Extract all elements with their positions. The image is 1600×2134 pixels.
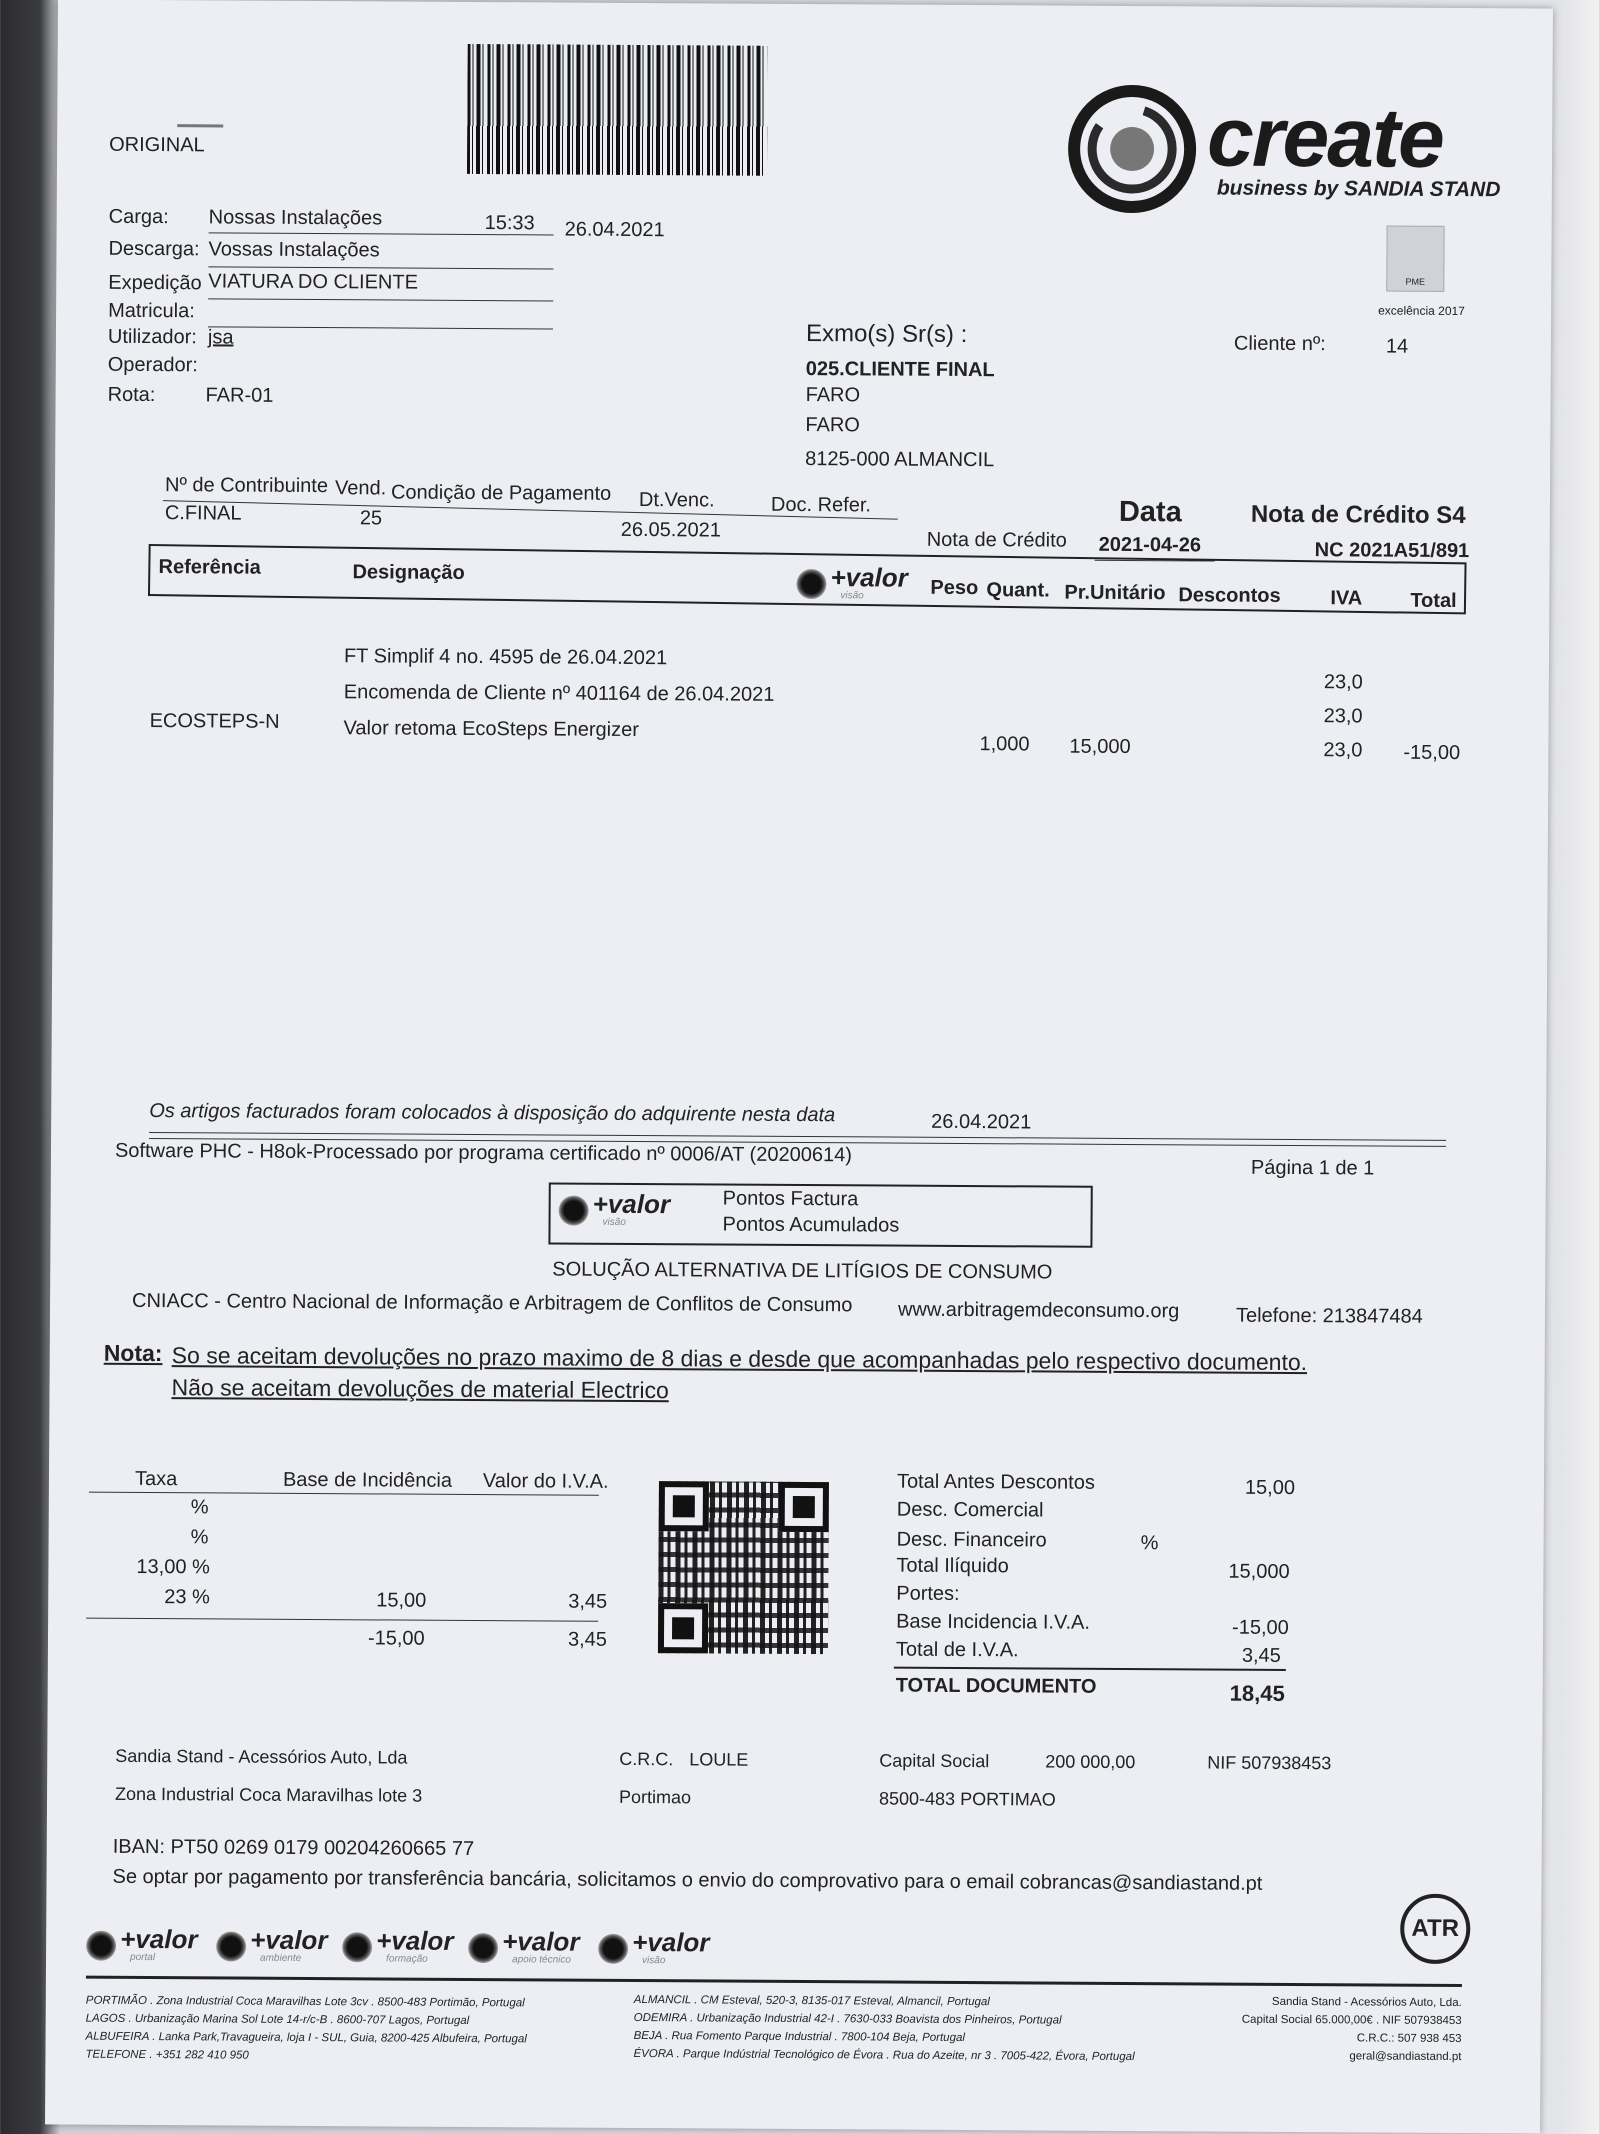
desc-financeiro-label: Desc. Financeiro: [896, 1528, 1047, 1552]
base-iva-value: -15,00: [1232, 1616, 1289, 1639]
address-albufeira: ALBUFEIRA . Lanka Park,Travagueira, loja I - SUL, Guia, 8200-425 Albufeira, Portugal: [85, 2030, 527, 2046]
valor-portal-badge: [86, 1923, 198, 1964]
total-antes-label: Total Antes Descontos: [896, 1470, 1095, 1494]
total-iva-value: 3,45: [1241, 1644, 1281, 1667]
total-doc-value: 18,45: [1229, 1680, 1285, 1706]
page-number: Página 1 de 1: [1250, 1156, 1375, 1180]
address-beja: BEJA . Rua Fomento Parque Industrial . 7800-104 Beja, Portugal: [633, 2029, 965, 2045]
tax-sum-base: -15,00: [367, 1627, 425, 1650]
valor-visao-footer-sub: visão: [642, 1955, 666, 1967]
valor-portal-icon: [86, 1930, 116, 1960]
footer-company: Sandia Stand - Acessórios Auto, Lda.: [1271, 1995, 1462, 2010]
col-designacao: Designação: [352, 561, 465, 584]
cniacc-line: CNIACC - Centro Nacional de Informação e Arbitragem de Conflitos de Consumo: [131, 1289, 853, 1317]
company-address: Zona Industrial Coca Maravilhas lote 3: [114, 1783, 423, 1806]
col-iva: IVA: [1330, 587, 1363, 610]
valor-badge-icon: [796, 568, 826, 598]
address-portimao: PORTIMÃO . Zona Industrial Coca Maravilhas Lote 3cv . 8500-483 Portimão, Portugal: [85, 1994, 525, 2010]
descarga-value: Vossas Instalações: [208, 238, 380, 262]
line3-desig: Valor retoma EcoSteps Energizer: [343, 717, 639, 741]
iban: IBAN: PT50 0269 0179 00204260665 77: [112, 1835, 475, 1861]
logo-subtitle: business by SANDIA STAND: [1216, 176, 1501, 202]
expedicao-value: VIATURA DO CLIENTE: [208, 270, 419, 294]
carga-date: 26.04.2021: [564, 218, 665, 242]
rota-label: Rota:: [107, 383, 156, 407]
descarga-underline: [208, 266, 553, 269]
award-label: excelência 2017: [1378, 303, 1465, 319]
valor-ambiente-icon: [216, 1931, 246, 1961]
col-total: Total: [1410, 589, 1457, 612]
address-almancil: ALMANCIL . CM Esteval, 520-3, 8135-017 Esteval, Almancil, Portugal: [633, 1993, 990, 2009]
total-iliquido-value: 15,000: [1228, 1560, 1290, 1583]
doc-type: Nota de Crédito: [926, 528, 1067, 552]
line3-iva: 23,0: [1323, 739, 1363, 762]
contrib-value: C.FINAL: [164, 502, 242, 525]
valor-points-badge: [559, 1188, 671, 1229]
valor-badge-sub: visão: [840, 590, 864, 602]
tax-row1-taxa: %: [190, 1496, 209, 1519]
valor-points-sub: visão: [602, 1216, 626, 1228]
pontos-acumulados: Pontos Acumulados: [722, 1213, 900, 1237]
client-num-label: Cliente nº:: [1233, 332, 1326, 356]
nota-line2: Não se aceitam devoluções de material Electrico: [171, 1374, 669, 1404]
line1-desig: FT Simplif 4 no. 4595 de 26.04.2021: [343, 645, 668, 670]
client-line2: FARO: [805, 414, 860, 437]
footer-crc: C.R.C.: 507 938 453: [1356, 2032, 1462, 2046]
total-iva-label: Total de I.V.A.: [895, 1638, 1019, 1662]
expedicao-label: Expedição: [108, 271, 202, 295]
valor-visao-footer-text: +valor: [632, 1926, 710, 1958]
carga-label: Carga:: [108, 205, 169, 229]
valor-apoio-badge: [468, 1926, 580, 1966]
logo-text: create: [1206, 89, 1444, 185]
rota-value: FAR-01: [205, 384, 274, 407]
company-city: Portimao: [618, 1786, 692, 1808]
portes-label: Portes:: [896, 1582, 960, 1605]
doc-number: NC 2021A51/891: [1314, 539, 1470, 563]
descarga-label: Descarga:: [108, 237, 200, 261]
create-swirl-icon: [1067, 84, 1198, 215]
carga-value: Nossas Instalações: [208, 206, 383, 230]
docref-header: Doc. Refer.: [770, 493, 872, 517]
doc-date: 2021-04-26: [1098, 533, 1202, 557]
col-descontos: Descontos: [1178, 584, 1281, 607]
dtvenc-value: 26.05.2021: [620, 518, 721, 542]
company-name: Sandia Stand - Acessórios Auto, Lda: [115, 1745, 408, 1768]
transfer-note: Se optar por pagamento por transferência bancária, solicitamos o envio do comprovativo para o email cobrancas@sandiastand.pt: [112, 1865, 1263, 1895]
valor-points-text: +valor: [592, 1188, 671, 1220]
tax-col-taxa: Taxa: [134, 1467, 178, 1491]
address-odemira: ODEMIRA . Urbanização Industrial 42-I . 7630-033 Boavista dos Pinheiros, Portugal: [633, 2011, 1062, 2027]
valor-formacao-text: +valor: [376, 1925, 454, 1956]
tax-row4-taxa: 23 %: [164, 1586, 210, 1609]
carga-time: 15:33: [484, 212, 535, 235]
doc-title: Nota de Crédito S4: [1250, 500, 1466, 530]
valor-badge-text: +valor: [830, 562, 908, 593]
footer-rule: [86, 1976, 1462, 1987]
valor-formacao-sub: formação: [386, 1953, 428, 1965]
litigios-phone: Telefone: 213847484: [1235, 1304, 1423, 1328]
utilizador-label: Utilizador:: [107, 325, 197, 349]
disposicao-date: 26.04.2021: [931, 1110, 1032, 1134]
col-peso: Peso: [930, 576, 979, 600]
valor-visao-badge: [796, 562, 908, 602]
tax-row4-valor: 3,45: [568, 1590, 608, 1613]
condicao-header: Condição de Pagamento: [390, 481, 612, 505]
client-line3: 8125-000 ALMANCIL: [805, 448, 995, 472]
disposicao-note: Os artigos facturados foram colocados à disposição do adquirente nesta data: [149, 1100, 836, 1127]
line2-iva: 23,0: [1323, 705, 1363, 728]
original-label: ORIGINAL: [109, 133, 205, 157]
address-lagos: LAGOS . Urbanização Marina Sol Lote 14-r/c-B . 8600-707 Lagos, Portugal: [85, 2012, 470, 2027]
litigios-title: SOLUÇÃO ALTERNATIVA DE LITÍGIOS DE CONSUMO: [552, 1258, 1053, 1284]
desc-financeiro-pct: %: [1140, 1532, 1159, 1555]
pontos-factura: Pontos Factura: [722, 1187, 859, 1211]
client-greeting: Exmo(s) Sr(s) :: [805, 320, 968, 348]
valor-apoio-text: +valor: [502, 1926, 580, 1957]
desc-comercial-label: Desc. Comercial: [896, 1498, 1044, 1522]
address-telefone: TELEFONE . +351 282 410 950: [85, 2048, 249, 2062]
line3-quant: 1,000: [979, 733, 1030, 756]
vend-value: 25: [359, 507, 383, 530]
tax-col-base: Base de Incidência: [282, 1468, 453, 1492]
valor-portal-text: +valor: [120, 1923, 198, 1955]
vend-header: Vend.: [334, 477, 387, 500]
client-name: 025.CLIENTE FINAL: [805, 358, 995, 382]
line2-desig: Encomenda de Cliente nº 401164 de 26.04.2021: [343, 681, 775, 706]
capital-label: Capital Social: [879, 1750, 990, 1772]
invoice-sheet: [45, 0, 1553, 2134]
col-quant: Quant.: [986, 579, 1050, 602]
footer-email: geral@sandiastand.pt: [1349, 2050, 1462, 2064]
valor-apoio-sub: apoio técnico: [512, 1954, 572, 1966]
client-line1: FARO: [805, 384, 861, 407]
company-nif: NIF 507938453: [1207, 1752, 1332, 1774]
total-doc-rule: [894, 1667, 1286, 1671]
qr-code: [658, 1481, 829, 1654]
valor-apoio-icon: [468, 1932, 498, 1962]
col-preco: Pr.Unitário: [1064, 581, 1166, 605]
dtvenc-header: Dt.Venc.: [638, 488, 715, 512]
valor-ambiente-text: +valor: [250, 1924, 328, 1956]
addresses-left: [85, 1992, 527, 2067]
arbitragem-site: www.arbitragemdeconsumo.org: [897, 1298, 1180, 1323]
nota-label: Nota:: [103, 1339, 163, 1367]
footer-capital: Capital Social 65.000,00€ . NIF 507938453: [1241, 2013, 1462, 2028]
barcode: [467, 44, 768, 176]
crc-value: LOULE: [689, 1749, 749, 1770]
total-antes-value: 15,00: [1244, 1476, 1296, 1500]
valor-ambiente-badge: [216, 1924, 328, 1964]
staple-mark: [177, 124, 223, 127]
crc-label: C.R.C.: [619, 1748, 674, 1770]
base-iva-label: Base Incidencia I.V.A.: [896, 1610, 1091, 1634]
total-doc-label: TOTAL DOCUMENTO: [895, 1674, 1097, 1698]
operador-label: Operador:: [107, 353, 198, 377]
software-line: Software PHC - H8ok-Processado por programa certificado nº 0006/AT (20200614): [114, 1139, 852, 1167]
tax-row3-taxa: 13,00 %: [136, 1555, 210, 1579]
line1-iva: 23,0: [1323, 671, 1363, 694]
addresses-mid: [633, 1991, 1135, 2066]
matricula-label: Matricula:: [108, 299, 195, 323]
capital-value: 200 000,00: [1045, 1751, 1136, 1773]
utilizador-value: jsa: [207, 326, 234, 349]
atr-logo: ATR: [1400, 1894, 1470, 1964]
address-evora: ÉVORA . Parque Indústrial Tecnológico de Évora . Rua do Azeite, nr 3 . 7005-422, Évora, Portugal: [633, 2047, 1135, 2064]
valor-formacao-badge: [342, 1925, 454, 1965]
tax-sum-valor: 3,45: [567, 1628, 608, 1651]
valor-visao-footer-badge: [598, 1926, 710, 1967]
col-referencia: Referência: [158, 556, 261, 579]
line3-ref: ECOSTEPS-N: [149, 710, 280, 733]
tax-sum-rule: [86, 1618, 598, 1622]
line3-preco: 15,000: [1069, 735, 1131, 758]
tax-col-valor: Valor do I.V.A.: [482, 1470, 609, 1493]
tax-row4-base: 15,00: [376, 1589, 427, 1612]
client-num-value: 14: [1385, 335, 1409, 358]
valor-ambiente-sub: ambiente: [260, 1952, 302, 1964]
expedicao-underline: [208, 298, 553, 301]
tax-row2-taxa: %: [190, 1526, 209, 1549]
company-postal: 8500-483 PORTIMAO: [878, 1788, 1056, 1810]
nota-line1: So se aceitam devoluções no prazo maximo de 8 dias e desde que acompanhadas pelo respectivo documento.: [171, 1342, 1308, 1376]
line3-total: -15,00: [1403, 741, 1461, 765]
valor-formacao-icon: [342, 1932, 372, 1962]
valor-portal-sub: portal: [130, 1951, 156, 1964]
valor-points-icon: [559, 1195, 589, 1225]
contrib-header: Nº de Contribuinte: [164, 474, 329, 498]
valor-visao-footer-icon: [598, 1933, 628, 1963]
addresses-right: [1195, 1992, 1461, 2066]
matricula-underline: [208, 326, 553, 329]
total-iliquido-label: Total Ilíquido: [896, 1554, 1009, 1578]
award-badge-icon: PME: [1386, 226, 1444, 292]
data-label: Data: [1118, 495, 1182, 529]
